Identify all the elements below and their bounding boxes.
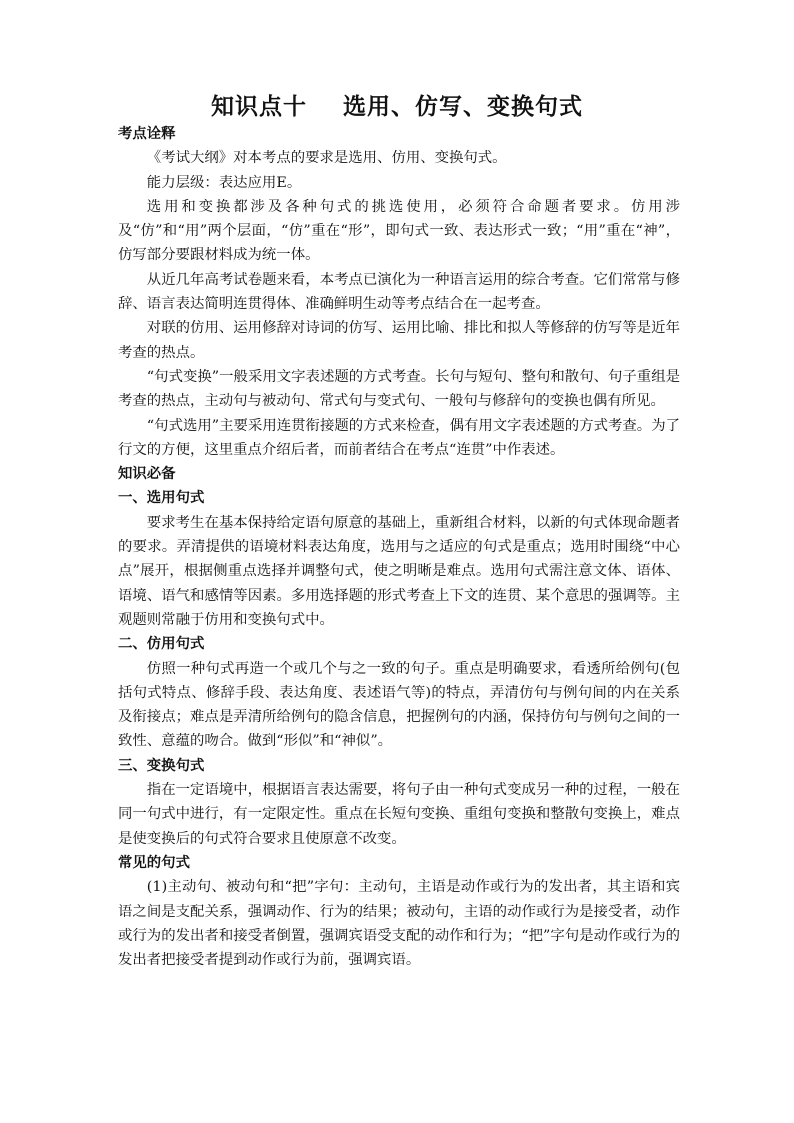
section-xuanyong-jushi (118, 486, 680, 632)
section-heading: 考点诠释 (118, 125, 176, 142)
section-fangyong-jushi (118, 632, 680, 753)
paragraph: “句式变换”一般采用文字表述题的方式考查。长句与短句、整句和散句、句子重组是考查的热点，主动句与被动句、常式句与变式句、一般句与修辞句的变换也偶有所见。 (118, 368, 680, 410)
section-bianhuan-jushi (118, 754, 680, 851)
section-kaodian (118, 122, 680, 462)
document-body (118, 122, 680, 972)
section-heading: 知识必备 (118, 465, 176, 483)
paragraph: 指在一定语境中，根据语言表达需要，将句子由一种句式变成另一种的过程，一般在同一句式中进行，有一定限定性。重点在长短句变换、重组句变换和整散句变换上，难点是使变换后的句式符合要求且使原意不改变。 (118, 782, 680, 847)
paragraph: (1)主动句、被动句和“把”字句：主动句，主语是动作或行为的发出者，其主语和宾语之间是支配关系，强调动作、行为的结果；被动句，主语的动作或行为是接受者，动作或行为的发出者和接受者倒置，强调宾语受支配的动作和行为；“把”字句是动作或行为的发出者把接受者提到动作或行为前，强调宾语。 (118, 879, 680, 969)
paragraph: 仿照一种句式再造一个或几个与之一致的句子。重点是明确要求，看透所给例句(包括句式特点、修辞手段、表达角度、表述语气等)的特点，弄清仿句与例句间的内在关系及衔接点；难点是弄清所给例句的隐含信息，把握例句的内涵，保持仿句与例句之间的一致性、意蕴的吻合。做到“形似”和“神似”。 (118, 660, 680, 750)
paragraph: 从近几年高考试卷题来看，本考点已演化为一种语言运用的综合考查。它们常常与修辞、语言表达简明连贯得体、准确鲜明生动等考点结合在一起考查。 (118, 271, 680, 313)
section-heading: 一、选用句式 (118, 489, 205, 507)
section-heading: 常见的句式 (118, 853, 190, 871)
paragraph: “句式选用”主要采用连贯衔接题的方式来检查，偶有用文字表述题的方式考查。为了行文的方便，这里重点介绍后者，而前者结合在考点“连贯”中作表述。 (118, 417, 680, 458)
paragraph: 要求考生在基本保持给定语句原意的基础上，重新组合材料，以新的句式体现命题者的要求。弄清提供的语境材料表达角度，选用与之适应的句式是重点；选用时围绕“中心点”展开，根据侧重点选择并调整句式，使之明晰是难点。选用句式需注意文体、语体、语境、语气和感情等因素。多用选择题的形式考查上下文的连贯、某个意思的强调等。主观题则常融于仿用和变换句式中。 (118, 514, 680, 628)
paragraph: 选用和变换都涉及各种句式的挑选使用，必须符合命题者要求。仿用涉及“仿”和“用”两个层面，“仿”重在“形”，即句式一致、表达形式一致；“用”重在“神”，仿写部分要跟材料成为统一体。 (118, 198, 680, 264)
paragraph: 《考试大纲》对本考点的要求是选用、仿用、变换句式。 (146, 150, 507, 167)
page-title: 知识点十 选用、仿写、变换句式 (210, 93, 584, 120)
paragraph: 能力层级：表达应用E。 (146, 174, 302, 191)
section-heading: 三、变换句式 (118, 756, 205, 774)
section-heading: 二、仿用句式 (118, 635, 205, 653)
section-changjian-jushi (118, 851, 680, 972)
section-zhishi-bibei (118, 462, 680, 486)
paragraph: 对联的仿用、运用修辞对诗词的仿写、运用比喻、排比和拟人等修辞的仿写等是近年考查的热点。 (118, 320, 680, 361)
